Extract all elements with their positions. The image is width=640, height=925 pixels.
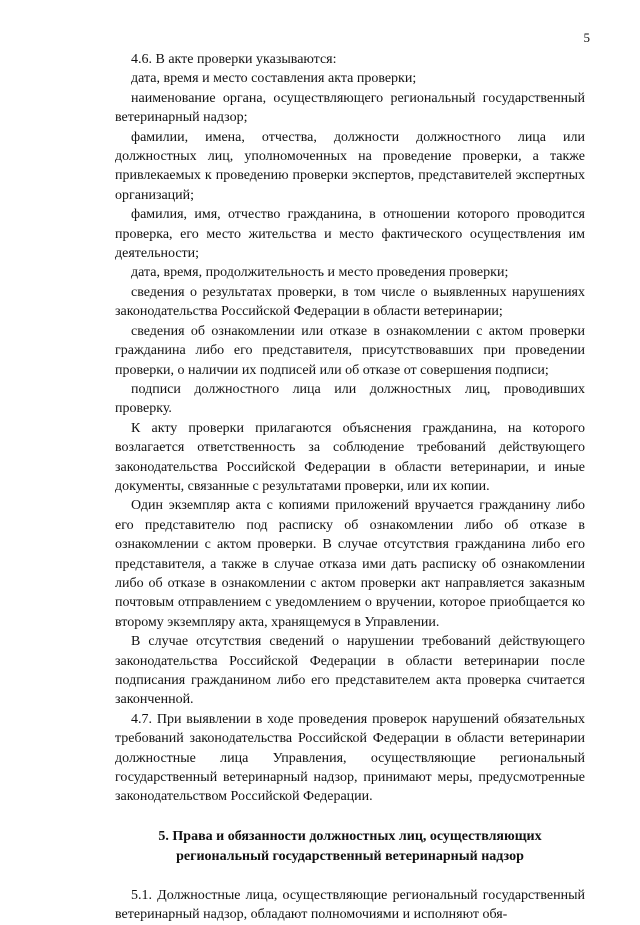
paragraph-4-6-intro: 4.6. В акте проверки указываются: [131, 52, 337, 67]
paragraph-inspection-date: дата, время, продолжительность и место проведения проверки; [131, 265, 509, 281]
paragraph-attachments: К акту проверки прилагаются объяснения гражданина, на которого возлагается ответственность за соблюдение требований действующего законодательства Российской Федерации в области ветеринарии, и иные документы, связанные с результатами проверки, или их копии. [115, 420, 585, 494]
page-number: 5 [583, 30, 590, 45]
section-5-heading-line-2: региональный государственный ветеринарный надзор [176, 848, 524, 864]
paragraph-officials-names: фамилии, имена, отчества, должности должностного лица или должностных лиц, уполномоченных на проведение проверки, а также привлекаемых к проведению проверки экспертов, представителей экспертных организаций; [115, 129, 585, 203]
paragraph-acquaintance-info: сведения об ознакомлении или отказе в ознакомлении с актом проверки гражданина либо его представителя, присутствовавших при проведении проверки, о наличии их подписей или об отказе от совершения подписи; [115, 323, 585, 378]
paragraph-act-date: дата, время и место составления акта проверки; [131, 71, 417, 87]
document-body [115, 50, 585, 925]
section-5-heading-line-1: 5. Права и обязанности должностных лиц, осуществляющих [158, 828, 542, 844]
paragraph-no-violations: В случае отсутствия сведений о нарушении требований действующего законодательства Российской Федерации в области ветеринарии после подписания гражданином либо его представителем акта проверка считается законченной. [115, 634, 585, 708]
paragraph-citizen-name: фамилия, имя, отчество гражданина, в отношении которого проводится проверка, его место жительства и место фактического осуществления им деятельности; [115, 207, 585, 262]
paragraph-inspection-results: сведения о результатах проверки, в том числе о выявленных нарушениях законодательства Российской Федерации в области ветеринарии; [115, 284, 585, 320]
paragraph-signatures: подписи должностного лица или должностных лиц, проводивших проверку. [115, 381, 585, 417]
section-5-heading [115, 827, 585, 867]
paragraph-authority-name: наименование органа, осуществляющего региональный государственный ветеринарный надзор; [115, 90, 585, 126]
paragraph-5-1: 5.1. Должностные лица, осуществляющие региональный государственный ветеринарный надзор, обладают полномочиями и исполняют обя- [115, 887, 585, 923]
paragraph-4-7: 4.7. При выявлении в ходе проведения проверок нарушений обязательных требований законодательства Российской Федерации в области ветеринарии должностные лица Управления, осуществляющие региональный государственный ветеринарный надзор, принимают меры, предусмотренные законодательством Российской Федерации. [115, 711, 585, 805]
paragraph-copy-delivery: Один экземпляр акта с копиями приложений вручается гражданину либо его представителю под расписку об ознакомлении либо об отказе в ознакомлении с актом проверки. В случае отсутствия гражданина либо его представителя, а также в случае отказа ими дать расписку об ознакомлении либо об отказе в ознакомлении с актом проверки акт направляется заказным почтовым отправлением с уведомлением о вручении, которое приобщается ко второму экземпляру акта, хранящемуся в Управлении. [115, 498, 585, 630]
